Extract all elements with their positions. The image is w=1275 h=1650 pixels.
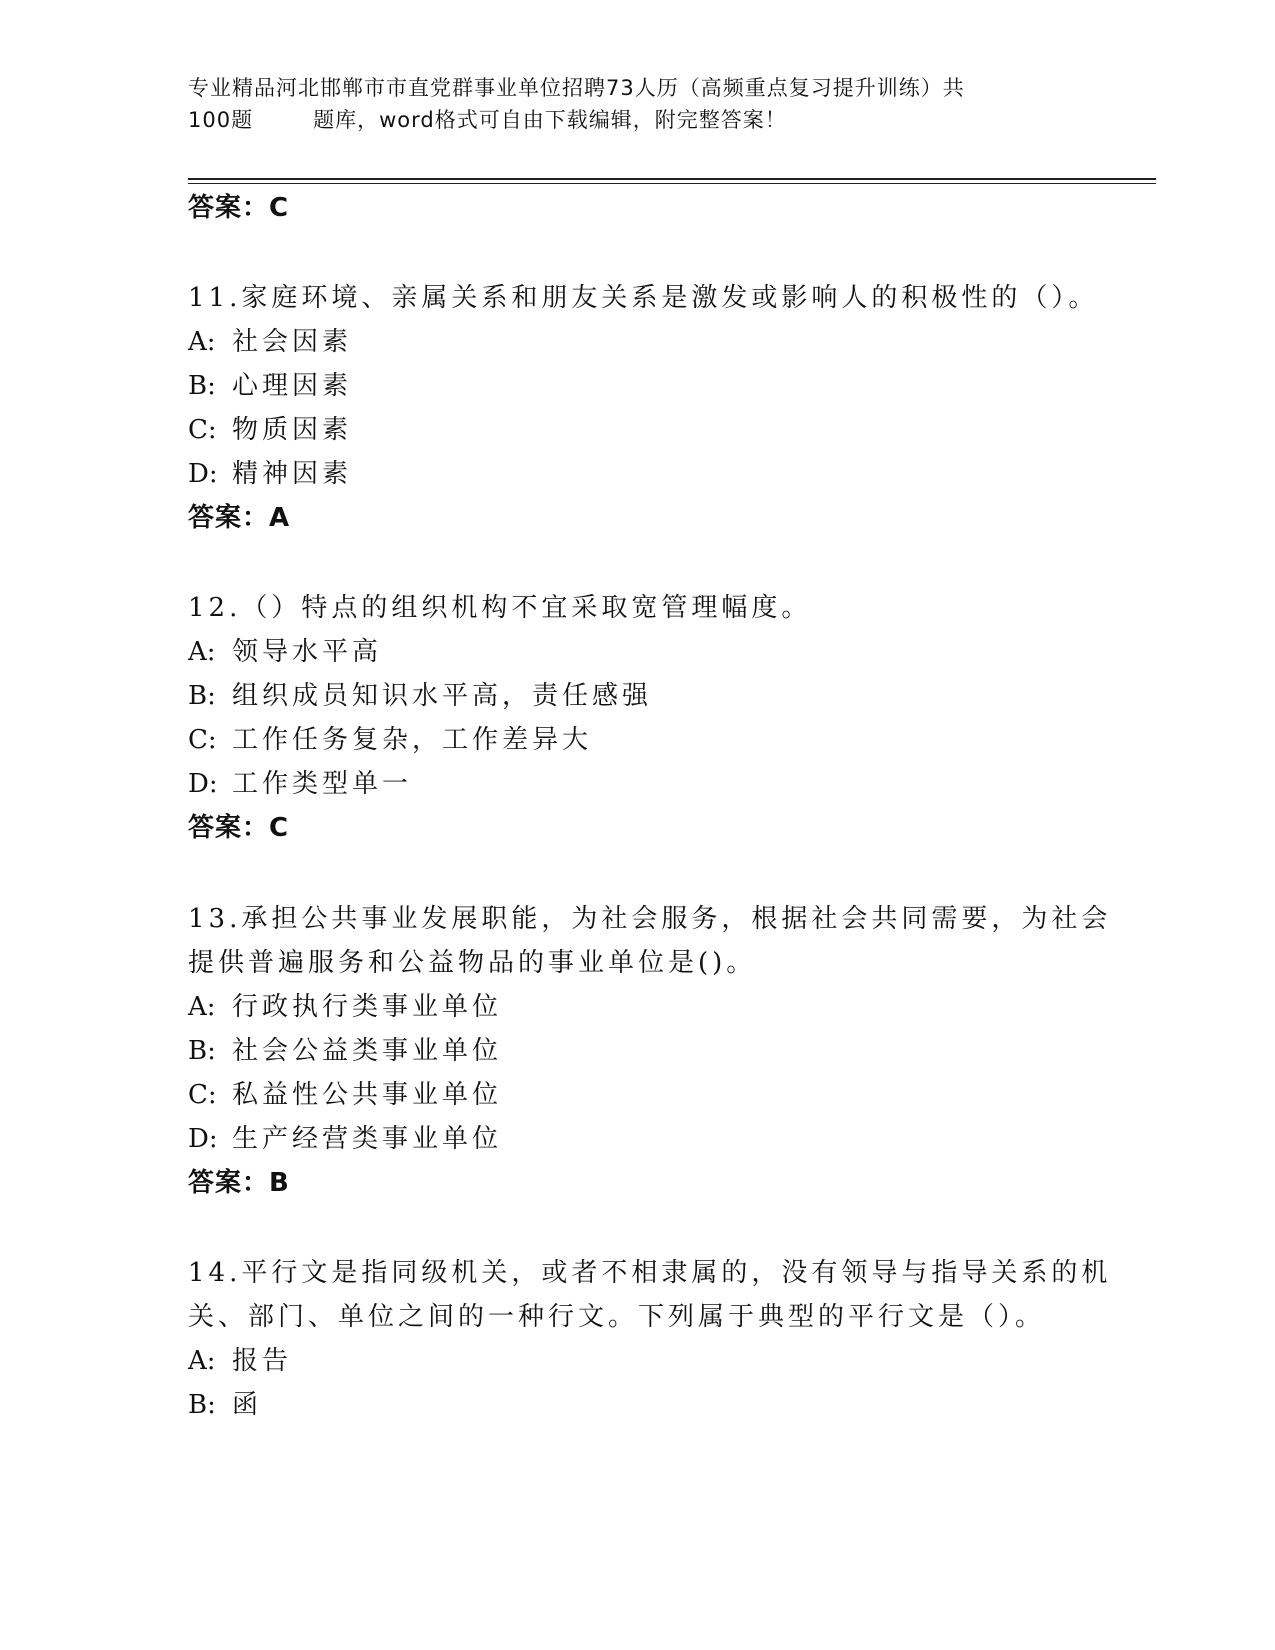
option-a: A: 领导水平高 [188,637,383,667]
document-header [188,72,1088,136]
option-b: B: 心理因素 [188,371,353,401]
question-text: 11.家庭环境、亲属关系和朋友关系是激发或影响人的积极性的（）。 [188,283,1099,313]
option-a: A: 报告 [188,1346,293,1376]
option-d: D: 生产经营类事业单位 [188,1124,503,1154]
option-c: C: 私益性公共事业单位 [188,1080,503,1110]
answer-label: 答案：C [188,193,290,223]
header-note: 题库，word格式可自由下载编辑，附完整答案！ [313,108,787,132]
option-d: D: 精神因素 [188,459,353,489]
option-b: B: 社会公益类事业单位 [188,1036,503,1066]
header-line-2 [188,104,1088,136]
header-line-1: 专业精品河北邯郸市市直党群事业单位招聘73人历（高频重点复习提升训练）共 [188,76,965,100]
question-text: 14.平行文是指同级机关，或者不相隶属的，没有领导与指导关系的机 [188,1258,1112,1288]
answer-label: 答案：C [188,813,290,843]
question-text: 12.（）特点的组织机构不宜采取宽管理幅度。 [188,593,812,623]
header-count: 100题 [188,108,254,132]
header-divider [188,178,1156,180]
option-c: C: 工作任务复杂，工作差异大 [188,725,593,755]
option-c: C: 物质因素 [188,415,353,445]
answer-label: 答案：A [188,503,291,533]
question-text: 13.承担公共事业发展职能，为社会服务，根据社会共同需要，为社会 [188,904,1112,934]
option-b: B: 组织成员知识水平高，责任感强 [188,681,653,711]
option-a: A: 社会因素 [188,327,353,357]
option-a: A: 行政执行类事业单位 [188,992,503,1022]
option-b: B: 函 [188,1390,263,1420]
option-d: D: 工作类型单一 [188,769,413,799]
header-divider-thin [188,183,1156,184]
answer-label: 答案：B [188,1168,290,1198]
question-text-cont: 提供普遍服务和公益物品的事业单位是()。 [188,948,757,978]
question-text-cont: 关、部门、单位之间的一种行文。下列属于典型的平行文是（）。 [188,1302,1046,1332]
